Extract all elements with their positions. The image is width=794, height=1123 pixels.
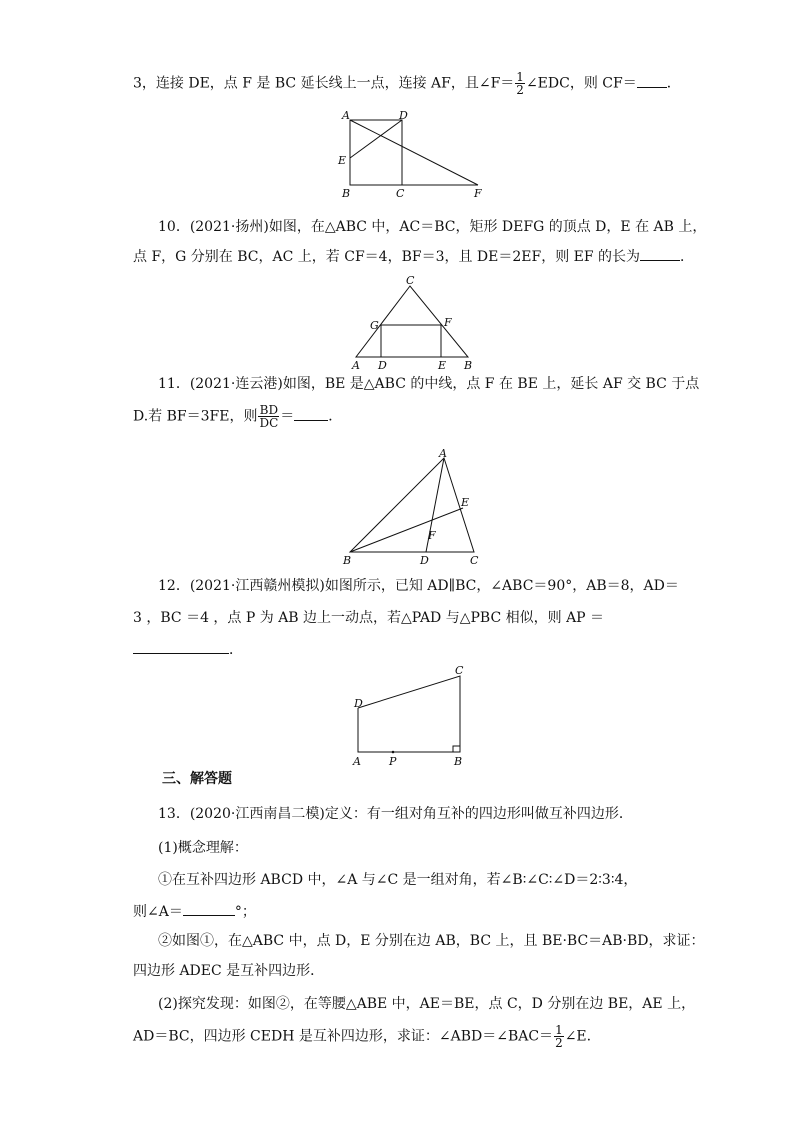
q13-line6: 四边形 ADEC 是互补四边形． (133, 963, 325, 979)
q10-label-e: E (438, 359, 447, 372)
q12-label-a: A (353, 755, 361, 768)
q9-fraction: $\frac{1}{2}$ (516, 70, 524, 97)
q11-label-a: A (439, 448, 447, 460)
q13-line5: ②如图①，在△ABC 中，点 D，E 分别在边 AB，BC 上，且 BE·BC＝AB·BD，求证： (158, 933, 705, 949)
q12-point-p (392, 751, 395, 754)
q9-label-f: F (474, 187, 482, 200)
q10-label-b: B (464, 359, 473, 372)
q10-answer-blank[interactable] (640, 246, 680, 261)
q11-figure (340, 448, 490, 572)
q13-line7: (2)探究发现：如图②，在等腰△ABE 中，AE＝BE，点 C，D 分别在边 BE，AE 上， (158, 996, 696, 1012)
q9-figure (336, 108, 486, 204)
q9-line-af (350, 120, 478, 185)
q11-label-c: C (470, 554, 479, 567)
q12-figure (345, 662, 475, 776)
q10-line1: 10．(2021·扬州)如图，在△ABC 中，AC＝BC，矩形 DEFG 的顶点 D，E 在 AB 上， (158, 219, 707, 235)
q10-figure (348, 272, 478, 376)
q9-label-d: D (399, 109, 408, 122)
q10-label-a: A (352, 359, 360, 372)
q13-line1: 13．(2020·江西南昌二模)定义：有一组对角互补的四边形叫做互补四边形． (158, 806, 633, 822)
q11-fraction: $\frac{BD}{DC}$ (259, 403, 279, 430)
q12-line2: 3 ，BC ＝4 ，点 P 为 AB 边上一动点，若△PAD 与△PBC 相似，则 AP ＝ (133, 610, 605, 626)
q9-label-c: C (396, 187, 405, 200)
q12-line3: ． (133, 639, 243, 659)
q11-median-be (350, 508, 463, 552)
q11-triangle-abc (350, 458, 474, 552)
q11-label-b: B (343, 554, 352, 567)
q11-label-e: E (461, 496, 470, 509)
q13-line8: AD＝BC，四边形 CEDH 是互补四边形，求证：∠ABD＝∠BAC＝ $\frac{1}{2}$ ∠E. (133, 1023, 592, 1050)
q12-label-p: P (389, 755, 397, 768)
q12-label-d: D (354, 697, 363, 710)
q9-label-e: E (338, 154, 347, 167)
q12-trapezoid (358, 676, 460, 752)
q10-label-f: F (444, 316, 452, 329)
q12-line1: 12．(2021·江西赣州模拟)如图所示，已知 AD∥BC，∠ABC＝90°，AB＝8，AD＝ (158, 578, 679, 594)
q11-label-f: F (428, 529, 436, 542)
q11-answer-blank[interactable] (294, 406, 328, 421)
q13-line4: 则∠A＝ °； (133, 901, 256, 921)
q9-answer-blank[interactable] (637, 73, 667, 88)
q12-label-b: B (454, 755, 463, 768)
q13-line2: (1)概念理解： (158, 840, 248, 856)
q9-line-de (350, 120, 402, 158)
q10-line2: 点 F，G 分别在 BC，AC 上，若 CF＝4，BF＝3，且 DE＝2EF，则 EF 的长为 ． (133, 246, 694, 266)
q13-fraction: $\frac{1}{2}$ (555, 1023, 563, 1050)
q10-rectangle-defg (381, 325, 441, 357)
q11-line1: 11．(2021·连云港)如图，BE 是△ABC 的中线，点 F 在 BE 上，延长 AF 交 BC 于点 (158, 376, 700, 392)
q10-label-d: D (378, 359, 387, 372)
q13-answer-blank[interactable] (183, 901, 235, 916)
section-heading: 三、解答题 (162, 771, 232, 787)
q9-text-a: 3，连接 DE，点 F 是 BC 延长线上一点，连接 AF，且∠F＝ (133, 75, 515, 92)
q12-answer-blank[interactable] (133, 639, 229, 654)
q9-label-a: A (342, 109, 350, 122)
q9-label-b: B (342, 187, 351, 200)
q10-label-g: G (370, 319, 379, 332)
q12-right-angle-mark (453, 746, 460, 752)
q12-label-c: C (455, 664, 464, 677)
q9-text-b: ∠EDC，则 CF＝ (525, 75, 637, 92)
q13-line3: ①在互补四边形 ABCD 中，∠A 与∠C 是一组对角，若∠B∶∠C∶∠D＝2∶3∶4， (158, 872, 638, 888)
q10-label-c: C (406, 274, 415, 287)
q11-label-d: D (420, 554, 429, 567)
q11-line2: D.若 BF＝3FE，则 $\frac{BD}{DC}$ ＝ ． (133, 403, 343, 430)
q9-line1: 3，连接 DE，点 F 是 BC 延长线上一点，连接 AF，且∠F＝ $\frac{1}{2}$ ∠EDC，则 CF＝ ． (133, 70, 681, 97)
